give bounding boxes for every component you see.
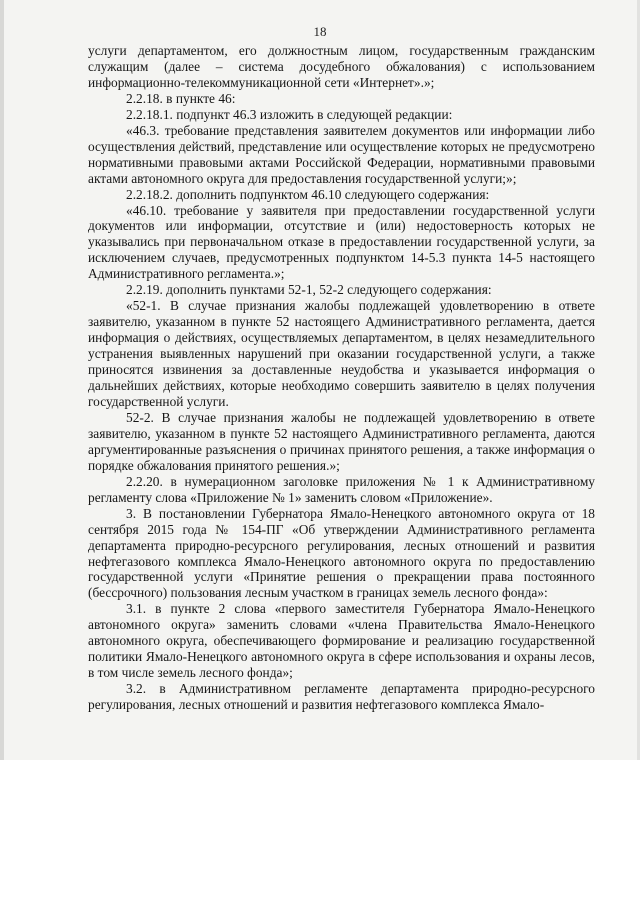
blank-area-below-page — [0, 760, 640, 905]
page-number: 18 — [313, 24, 327, 39]
paragraph-2-2-20: 2.2.20. в нумерационном заголовке приложения № 1 к Административному регламенту слова «Приложение № 1» заменить словом «Приложение». — [88, 473, 595, 505]
paragraph-3-1: 3.1. в пункте 2 слова «первого заместителя Губернатора Ямало-Ненецкого автономного округа» заменить словами «члена Правительства Ямало-Ненецкого автономного округа, обеспечивающего формирование и реализацию государственной политики Ямало-Ненецкого автономного округа в сфере использования и охраны лесов, в том числе земель лесного фонда»; — [88, 601, 595, 681]
page-left-edge — [0, 0, 4, 760]
paragraph-2-2-18-2: 2.2.18.2. дополнить подпунктом 46.10 следующего содержания: — [126, 186, 490, 202]
document-body — [88, 43, 595, 713]
paragraph-2-2-19: 2.2.19. дополнить пунктами 52-1, 52-2 следующего содержания: — [126, 282, 492, 298]
paragraph-continuation: услуги департаментом, его должностным лицом, государственным гражданским служащим (далее – система досудебного обжалования) с использованием информационно-телекоммуникационной сети «Интернет».»; — [88, 43, 595, 90]
paragraph-3-2: 3.2. в Административном регламенте департамента природно-ресурсного регулирования, лесных отношений и развития нефтегазового комплекса Ямало- — [88, 681, 595, 713]
paragraph-46-10: «46.10. требование у заявителя при предоставлении государственной услуги документов или информации, отсутствие и (или) недостоверность которых не указывались при первоначальном отказе в предоставлении государственной услуги, за исключением случаев, предусмотренных подпунктом 14-5.3 пункта 14-5 настоящего Административного регламента.»; — [88, 202, 595, 282]
paragraph-52-2: 52-2. В случае признания жалобы не подлежащей удовлетворению в ответе заявителю, указанном в пункте 52 настоящего Административного регламента, даются аргументированные разъяснения о причинах принятого решения, а также информация о порядке обжалования принятого решения.»; — [88, 409, 595, 473]
paragraph-2-2-18-1: 2.2.18.1. подпункт 46.3 изложить в следующей редакции: — [126, 106, 453, 122]
paragraph-3: 3. В постановлении Губернатора Ямало-Ненецкого автономного округа от 18 сентября 2015 года № 154-ПГ «Об утверждении Административного регламента департамента природно-ресурсного регулирования, лесных отношений и развития нефтегазового комплекса Ямало-Ненецкого автономного округа по предоставлению государственной услуги «Принятие решения о прекращении права постоянного (бессрочного) пользования лесным участком в границах земель лесного фонда»: — [88, 505, 595, 601]
paragraph-52-1: «52-1. В случае признания жалобы подлежащей удовлетворению в ответе заявителю, указанном в пункте 52 настоящего Административного регламента, дается информация о действиях, осуществляемых департаментом, в целях незамедлительного устранения выявленных нарушений при оказании государственной услуги, а также приносятся извинения за доставленные неудобства и указывается информация о дальнейших действиях, которые необходимо совершить заявителю в целях получения государственной услуги. — [88, 298, 595, 409]
paragraph-46-3: «46.3. требование представления заявителем документов или информации либо осуществления действий, представление или осуществление которых не предусмотрено нормативными правовыми актами Российской Федерации, нормативными правовыми актами автономного округа для предоставления государственной услуги;»; — [88, 122, 595, 186]
paragraph-2-2-18: 2.2.18. в пункте 46: — [126, 90, 236, 106]
